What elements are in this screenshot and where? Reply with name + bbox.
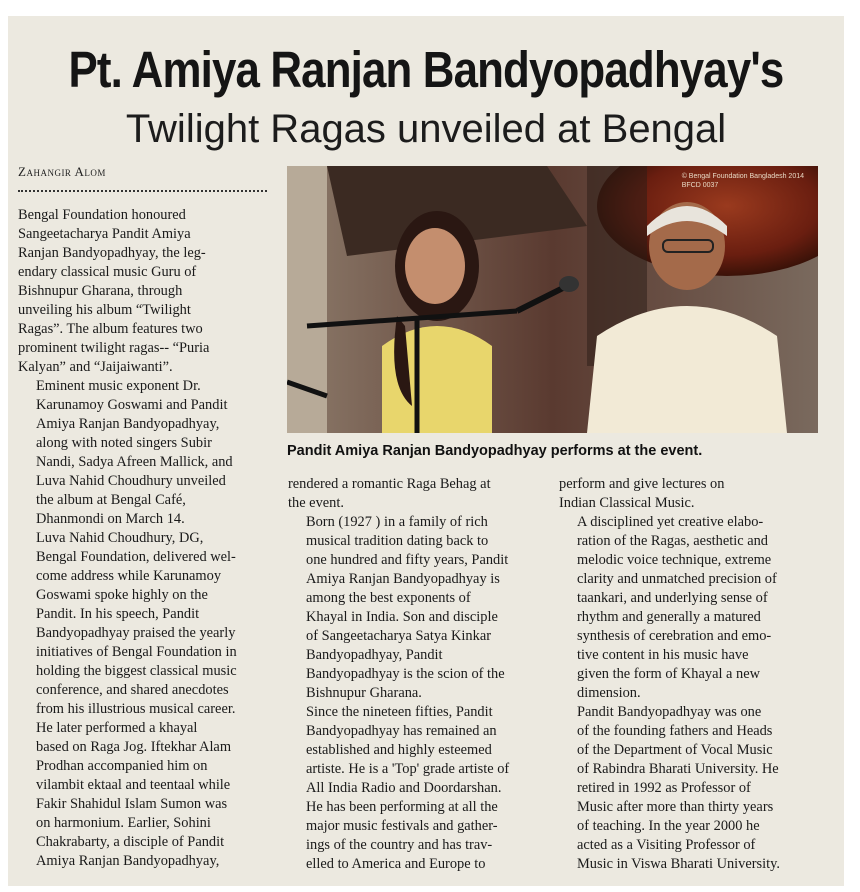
text-line: He has been performing at all the (306, 799, 498, 815)
paragraph (559, 703, 819, 874)
paragraph (18, 719, 270, 871)
text-line: rhythm and generally a matured (577, 609, 761, 625)
text-line: Chakrabarty, a disciple of Pandit (36, 834, 225, 850)
text-line: Kalyan” and “Jaijaiwanti”. (18, 359, 173, 375)
paragraph (559, 475, 819, 513)
photo-illustration (287, 166, 818, 433)
article-column-2 (288, 475, 546, 874)
text-line: Amiya Ranjan Bandyopadhyay is (306, 571, 500, 587)
paragraph (559, 513, 819, 703)
text-line: tive content in his music have (577, 647, 749, 663)
stamp-line: BFCD 0037 (681, 182, 719, 189)
text-line: Indian Classical Music. (559, 495, 695, 511)
text-line: initiatives of Bengal Foundation in (36, 644, 237, 660)
headline: Pt. Amiya Ranjan Bandyopadhyay's (68, 41, 784, 98)
text-line: Bengal Foundation, delivered wel- (36, 549, 236, 565)
text-line: retired in 1992 as Professor of (577, 780, 751, 796)
text-line: vilambit ektaal and teentaal while (36, 777, 231, 793)
text-line: Born (1927 ) in a family of rich (306, 514, 488, 530)
text-line: of the founding fathers and Heads (577, 723, 773, 739)
text-line: Nandi, Sadya Afreen Mallick, and (36, 454, 233, 470)
text-line: Luva Nahid Choudhury, DG, (36, 530, 204, 546)
text-line: taankari, and underlying sense of (577, 590, 768, 606)
paragraph (288, 513, 546, 703)
text-line: Bandyopadhyay praised the yearly (36, 625, 236, 641)
performance-photo (287, 166, 818, 433)
text-line: clarity and unmatched precision of (577, 571, 777, 587)
text-line: Ranjan Bandyopadhyay, the leg- (18, 245, 206, 261)
article-column-1 (18, 206, 270, 871)
text-line: Since the nineteen fifties, Pandit (306, 704, 493, 720)
photo-caption: Pandit Amiya Ranjan Bandyopadhyay performs at the event. (287, 443, 703, 459)
text-line: dimension. (577, 685, 641, 701)
text-line: elled to America and Europe to (306, 856, 486, 872)
text-line: prominent twilight ragas-- “Puria (18, 340, 210, 356)
text-line: among the best exponents of (306, 590, 471, 606)
text-line: Amiya Ranjan Bandyopadhyay, (36, 853, 220, 869)
text-line: Sangeetacharya Pandit Amiya (18, 226, 191, 242)
text-line: of the Department of Vocal Music (577, 742, 773, 758)
text-line: All India Radio and Doordarshan. (306, 780, 502, 796)
text-line: musical tradition dating back to (306, 533, 489, 549)
text-line: Goswami spoke highly on the (36, 587, 208, 603)
byline: Zahangir Alom (18, 164, 106, 179)
text-line: Dhanmondi on March 14. (36, 511, 185, 527)
text-line: artiste. He is a 'Top' grade artiste of (306, 761, 510, 777)
text-line: Bandyopadhyay, Pandit (306, 647, 443, 663)
text-line: given the form of Khayal a new (577, 666, 761, 682)
text-line: Bandyopadhyay is the scion of the (306, 666, 505, 682)
text-line: Bishnupur Gharana, through (18, 283, 183, 299)
paragraph (18, 529, 270, 719)
text-line: holding the biggest classical music (36, 663, 237, 679)
stamp-line: © Bengal Foundation Bangladesh 2014 (681, 173, 804, 180)
text-line: Khayal in India. Son and disciple (306, 609, 498, 625)
text-line: conference, and shared anecdotes (36, 682, 229, 698)
text-line: Prodhan accompanied him on (36, 758, 208, 774)
text-line: of Rabindra Bharati University. He (577, 761, 779, 777)
article-column-3 (559, 475, 819, 874)
text-line: the event. (288, 495, 344, 511)
subheadline: Twilight Ragas unveiled at Bengal (125, 107, 727, 151)
paragraph (18, 206, 270, 377)
paragraph (18, 377, 270, 529)
text-line: the album at Bengal Café, (36, 492, 186, 508)
text-line: of teaching. In the year 2000 he (577, 818, 760, 834)
text-line: one hundred and fifty years, Pandit (306, 552, 509, 568)
text-line: ration of the Ragas, aesthetic and (577, 533, 769, 549)
text-line: Eminent music exponent Dr. (36, 378, 201, 394)
text-line: perform and give lectures on (559, 476, 725, 492)
text-line: Pandit. In his speech, Pandit (36, 606, 200, 622)
newspaper-page (8, 16, 844, 886)
text-line: Music in Viswa Bharati University. (577, 856, 780, 872)
text-line: Karunamoy Goswami and Pandit (36, 397, 228, 413)
text-line: come address while Karunamoy (36, 568, 222, 584)
text-line: major music festivals and gather- (306, 818, 498, 834)
dotted-divider (18, 190, 267, 192)
text-line: from his illustrious musical career. (36, 701, 236, 717)
text-line: endary classical music Guru of (18, 264, 197, 280)
text-line: established and highly esteemed (306, 742, 492, 758)
text-line: A disciplined yet creative elabo- (577, 514, 764, 530)
text-line: ings of the country and has trav- (306, 837, 493, 853)
text-line: Ragas”. The album features two (18, 321, 203, 337)
text-line: Luva Nahid Choudhury unveiled (36, 473, 226, 489)
photo-stamp (682, 172, 804, 190)
text-line: Fakir Shahidul Islam Sumon was (36, 796, 228, 812)
text-line: Music after more than thirty years (577, 799, 774, 815)
text-line: Pandit Bandyopadhyay was one (577, 704, 762, 720)
text-line: melodic voice technique, extreme (577, 552, 772, 568)
text-line: of Sangeetacharya Satya Kinkar (306, 628, 491, 644)
text-line: Bengal Foundation honoured (18, 207, 186, 223)
text-line: rendered a romantic Raga Behag at (288, 476, 491, 492)
text-line: Amiya Ranjan Bandyopadhyay, (36, 416, 220, 432)
text-line: unveiling his album “Twilight (18, 302, 191, 318)
paragraph (288, 703, 546, 874)
text-line: along with noted singers Subir (36, 435, 212, 451)
text-line: Bishnupur Gharana. (306, 685, 422, 701)
text-line: based on Raga Jog. Iftekhar Alam (36, 739, 232, 755)
text-line: Bandyopadhyay has remained an (306, 723, 497, 739)
text-line: on harmonium. Earlier, Sohini (36, 815, 211, 831)
paragraph (288, 475, 546, 513)
text-line: acted as a Visiting Professor of (577, 837, 756, 853)
text-line: He later performed a khayal (36, 720, 198, 736)
text-line: synthesis of cerebration and emo- (577, 628, 772, 644)
